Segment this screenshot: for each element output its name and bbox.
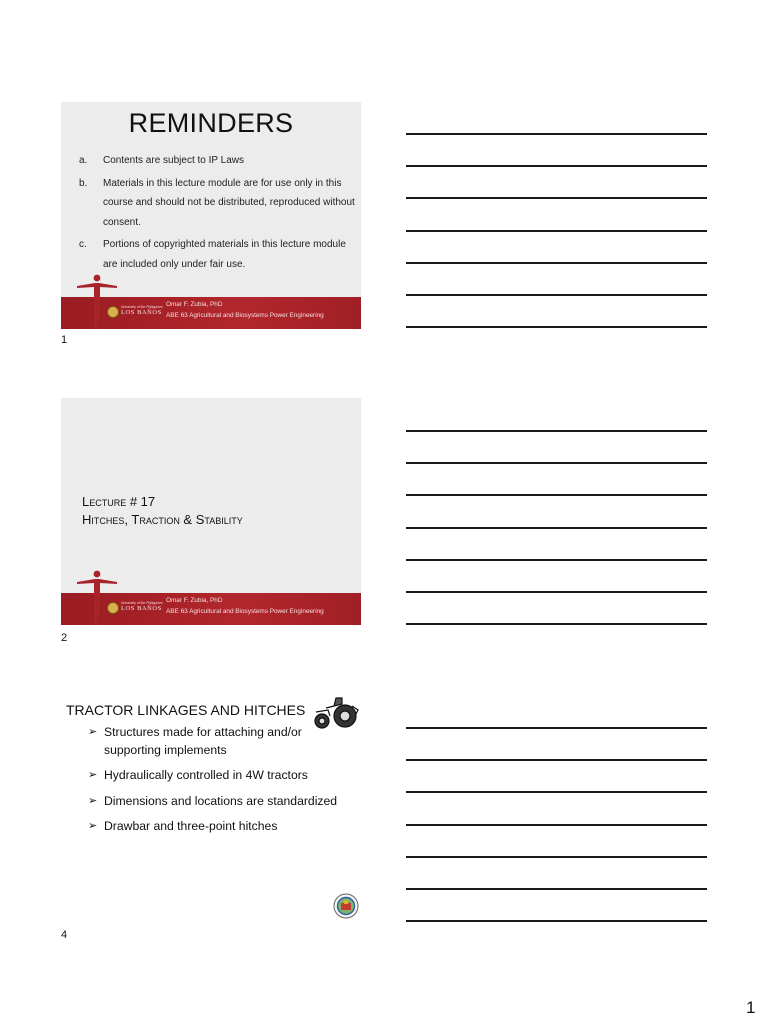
bullet-list — [88, 724, 338, 844]
human-figure-logo — [75, 273, 119, 329]
slide-number: 2 — [61, 632, 68, 644]
uplb-logo: University of the Philippines LOS BAÑOS — [107, 305, 155, 321]
slide-number: 4 — [61, 929, 68, 941]
slide-title: REMINDERS — [128, 108, 294, 138]
list-item: a. Contents are subject to IP Laws — [79, 155, 245, 166]
slide-1 — [61, 102, 361, 329]
list-item: ➢ Dimensions and locations are standardized — [88, 793, 338, 808]
human-figure-logo — [75, 569, 119, 625]
slide-4 — [61, 694, 361, 921]
institution-seal-icon — [333, 893, 359, 919]
footer-course: ABE 63 Agricultural and Biosystems Power Engineering — [166, 312, 324, 319]
list-item: ➢ Hydraulically controlled in 4W tractors — [88, 768, 308, 782]
uplb-logo: University of the Philippines LOS BAÑOS — [107, 601, 155, 617]
footer-course: ABE 63 Agricultural and Biosystems Power Engineering — [166, 608, 324, 615]
slide-2 — [61, 398, 361, 625]
slide-number: 1 — [61, 334, 68, 346]
slide-title: TRACTOR LINKAGES AND HITCHES — [66, 702, 306, 718]
list-item: ➢ Drawbar and three-point hitches — [88, 819, 278, 833]
page-number: 1 — [746, 998, 756, 1017]
footer-author: Omar F. Zubia, PhD — [166, 301, 223, 308]
list-item: ➢ Structures made for attaching and/or supporting implements — [88, 725, 302, 757]
list-item: b. Materials in this lecture module are for use only in this course and should not be distributed, reproduced without consent. — [79, 177, 355, 228]
lecture-title: Hitches, Traction & Stability — [82, 512, 243, 527]
list-item: c. Portions of copyrighted materials in this lecture module are included only under fair use. — [79, 239, 346, 270]
reminder-list — [75, 151, 355, 278]
lecture-number: Lecture # 17 — [82, 494, 156, 509]
footer-author: Omar F. Zubia, PhD — [166, 597, 223, 604]
